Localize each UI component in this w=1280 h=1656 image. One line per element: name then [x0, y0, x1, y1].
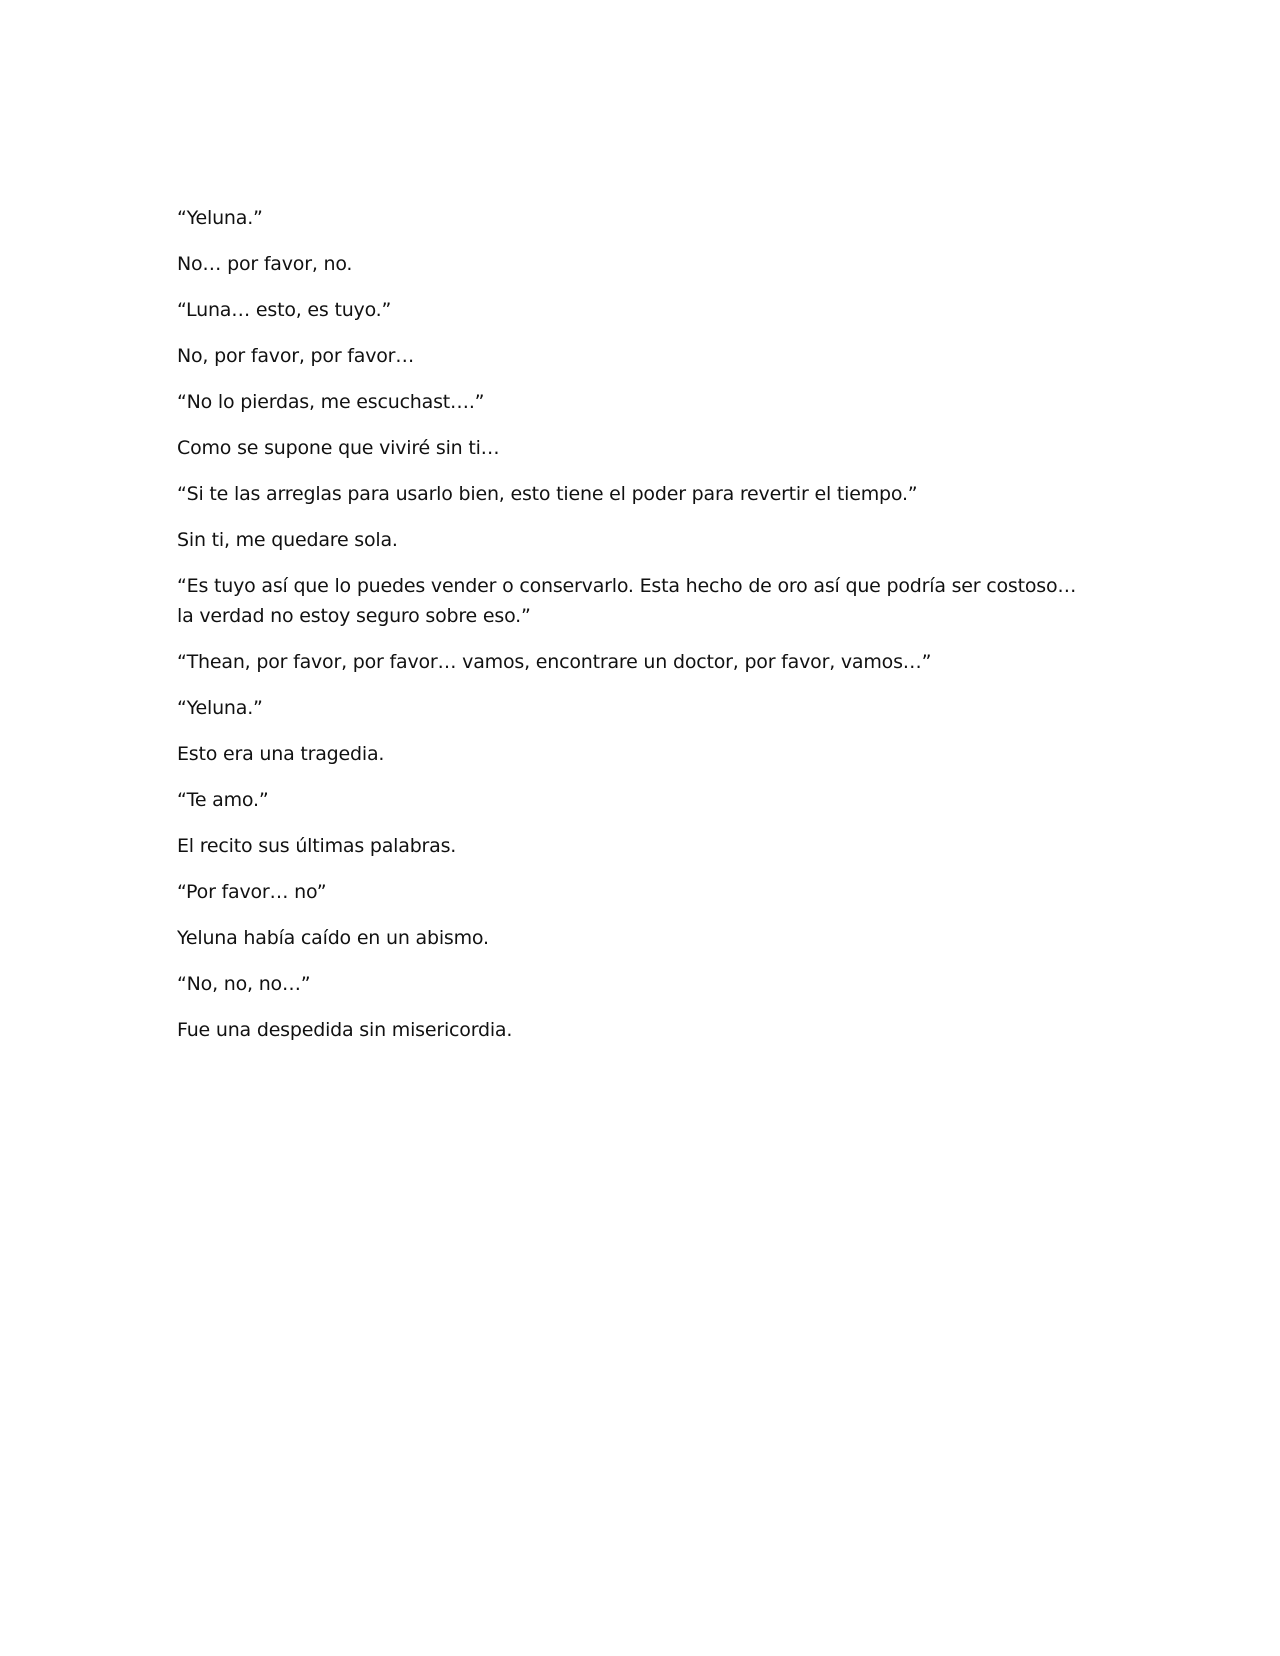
- paragraph: “Te amo.”: [177, 789, 269, 811]
- paragraph: “Es tuyo así que lo puedes vender o conservarlo. Esta hecho de oro así que podría ser costoso… la verdad no estoy seguro sobre eso.”: [177, 575, 1077, 627]
- paragraph: “Yeluna.”: [177, 697, 263, 719]
- paragraph: “Luna… esto, es tuyo.”: [177, 299, 392, 321]
- paragraph: “No, no, no…”: [177, 973, 311, 995]
- paragraph: No… por favor, no.: [177, 253, 353, 275]
- paragraph: “Yeluna.”: [177, 207, 263, 229]
- document-body: [177, 203, 1077, 1061]
- paragraph: El recito sus últimas palabras.: [177, 835, 457, 857]
- paragraph: “Si te las arreglas para usarlo bien, esto tiene el poder para revertir el tiempo.”: [177, 483, 918, 505]
- paragraph: Fue una despedida sin misericordia.: [177, 1019, 513, 1041]
- paragraph: “No lo pierdas, me escuchast….”: [177, 391, 485, 413]
- paragraph: Yeluna había caído en un abismo.: [177, 927, 489, 949]
- paragraph: “Thean, por favor, por favor… vamos, encontrare un doctor, por favor, vamos…”: [177, 651, 932, 673]
- paragraph: “Por favor… no”: [177, 881, 327, 903]
- paragraph: Sin ti, me quedare sola.: [177, 529, 398, 551]
- paragraph: Como se supone que viviré sin ti…: [177, 437, 500, 459]
- paragraph: Esto era una tragedia.: [177, 743, 385, 765]
- paragraph: No, por favor, por favor…: [177, 345, 415, 367]
